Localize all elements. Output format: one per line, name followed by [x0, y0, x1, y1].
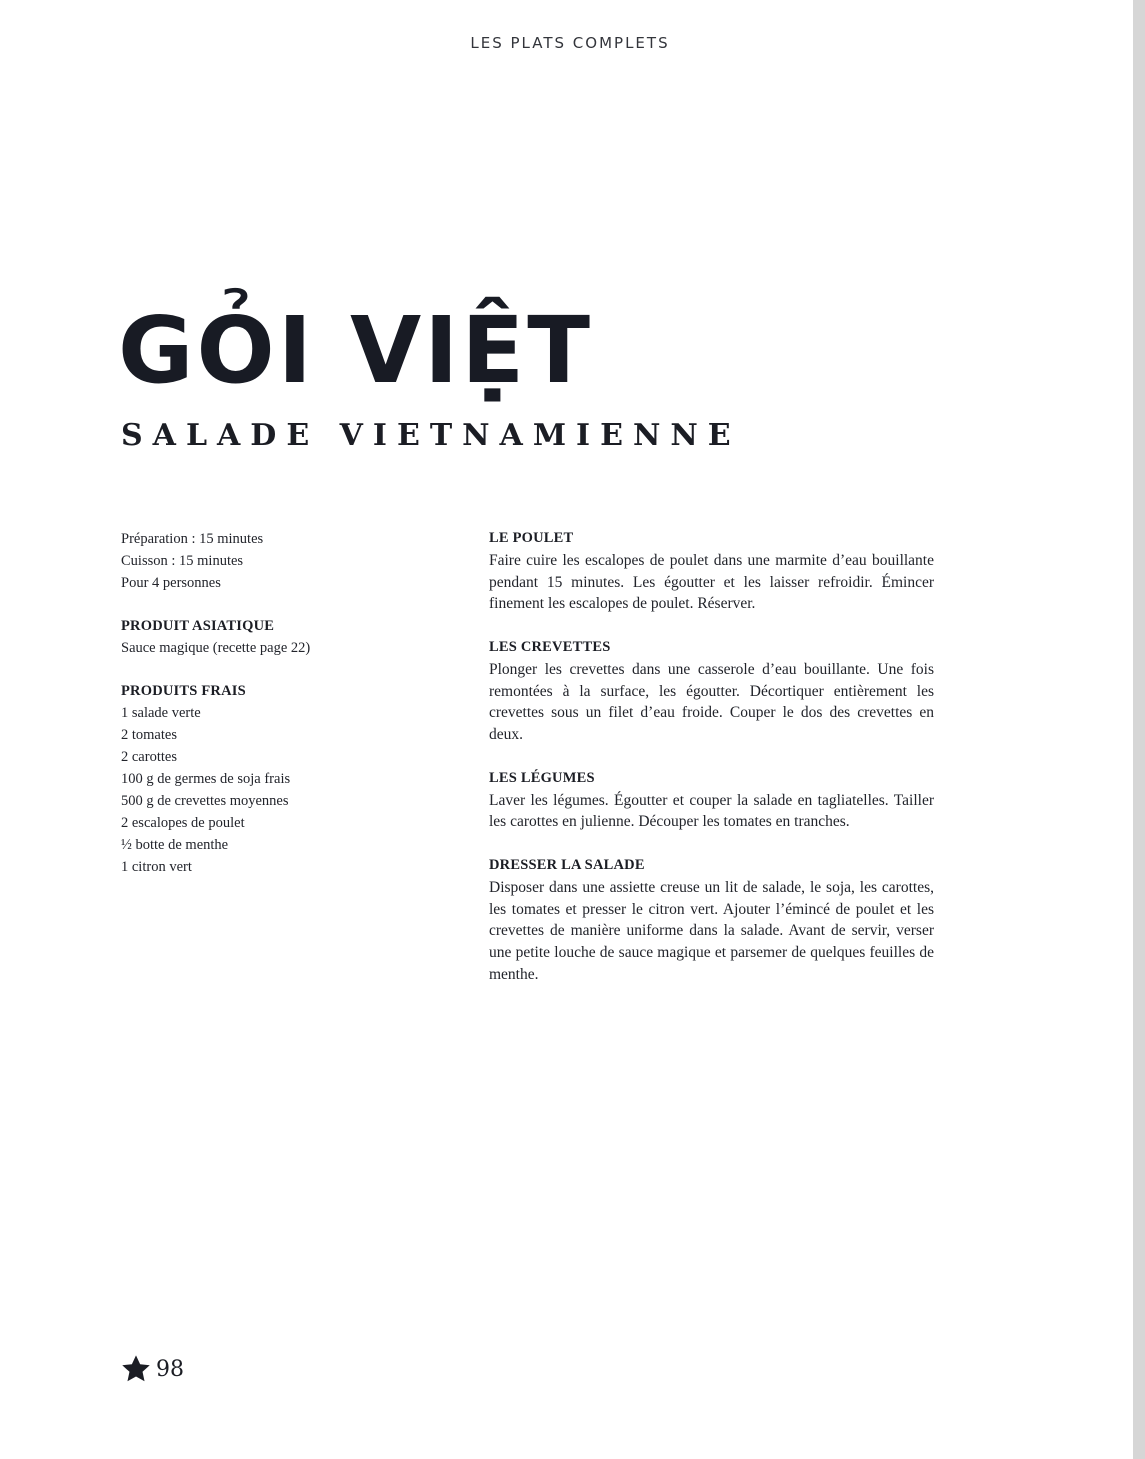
ingredient-item: 2 tomates: [121, 727, 177, 743]
step-vegetables: [489, 768, 934, 833]
recipe-title: GỎI VIỆT: [118, 297, 594, 404]
step-heading: LE POULET: [489, 530, 574, 546]
asian-products-heading: PRODUIT ASIATIQUE: [121, 618, 275, 634]
asian-products-section: [121, 615, 451, 659]
servings: Pour 4 personnes: [121, 575, 221, 591]
step-chicken: [489, 528, 934, 615]
step-text: Faire cuire les escalopes de poulet dans une marmite d’eau bouillante pendant 15 minutes. Les égoutter et les laisser refroidir. Émincer finement les escalopes de poulet. Réserver.: [489, 551, 934, 613]
step-text: Plonger les crevettes dans une casserole d’eau bouillante. Une fois remontées à la surface, les égoutter. Décortiquer entièrement les crevettes sous un filet d’eau froide. Couper le dos des crevettes en deux.: [489, 660, 934, 744]
ingredient-item: 1 citron vert: [121, 859, 192, 875]
preparation-time: Préparation : 15 minutes: [121, 531, 264, 547]
page-edge: [1133, 0, 1145, 1459]
step-plating: [489, 855, 934, 986]
running-head: LES PLATS COMPLETS: [470, 34, 670, 52]
ingredient-item: Sauce magique (recette page 22): [121, 640, 311, 656]
ingredient-item: 2 escalopes de poulet: [121, 815, 245, 831]
step-heading: LES CREVETTES: [489, 638, 611, 655]
recipe-subtitle: SALADE VIETNAMIENNE: [121, 418, 741, 453]
page-footer: [120, 1353, 184, 1385]
ingredient-item: 500 g de crevettes moyennes: [121, 793, 289, 809]
step-text: Disposer dans une assiette creuse un lit de salade, le soja, les carottes, les tomates et presser le citron vert. Ajouter l’émincé de poulet et les crevettes de manière uniforme dans la salade. Avant de servir, verser une petite louche de sauce magique et parsemer de quelques feuilles de menthe.: [489, 878, 934, 983]
ingredient-item: 100 g de germes de soja frais: [121, 771, 291, 787]
fresh-products-heading: PRODUITS FRAIS: [121, 683, 246, 699]
ingredients-column: [121, 528, 451, 878]
recipe-info: [121, 528, 451, 594]
fresh-products-section: [121, 680, 451, 878]
ingredient-item: ½ botte de menthe: [121, 837, 229, 853]
ingredient-item: 2 carottes: [121, 749, 177, 765]
step-heading: LES LÉGUMES: [489, 769, 595, 786]
step-text: Laver les légumes. Égoutter et couper la salade en tagliatelles. Tailler les carottes en julienne. Découper les tomates en tranches.: [489, 791, 934, 831]
instructions-column: [489, 528, 934, 986]
ingredient-item: 1 salade verte: [121, 705, 201, 721]
step-heading: DRESSER LA SALADE: [489, 856, 645, 873]
page-number: 98: [156, 1356, 184, 1382]
star-icon: [120, 1353, 152, 1385]
step-shrimp: [489, 637, 934, 746]
cooking-time: Cuisson : 15 minutes: [121, 553, 244, 569]
